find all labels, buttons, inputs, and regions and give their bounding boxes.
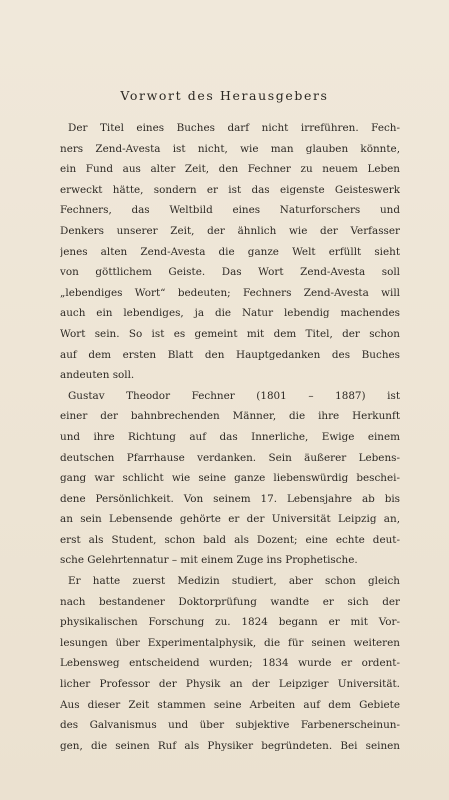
page-heading: Vorwort des Herausgebers xyxy=(120,88,329,103)
text-line: Er hatte zuerst Medizin studiert, aber schon gleich xyxy=(68,575,400,588)
text-line: lesungen über Experimentalphysik, die für seinen weiteren xyxy=(60,636,400,649)
text-line: Aus dieser Zeit stammen seine Arbeiten auf dem Gebiete xyxy=(60,698,400,711)
page-body-text xyxy=(60,118,400,756)
text-line: erst als Student, schon bald als Dozent; eine echte deut- xyxy=(60,533,400,546)
text-line: auf dem ersten Blatt den Hauptgedanken des Buches xyxy=(60,348,400,361)
text-line: und ihre Richtung auf das Innerliche, Ewige einem xyxy=(60,430,400,443)
text-line: sche Gelehrtennatur – mit einem Zuge ins Prophetische. xyxy=(60,554,358,567)
text-line: „lebendiges Wort“ bedeuten; Fechners Zend-Avesta will xyxy=(60,286,400,299)
text-line: gang war schlicht wie seine ganze liebenswürdig beschei- xyxy=(60,472,400,485)
text-line: auch ein lebendiges, ja die Natur lebendig machendes xyxy=(60,307,400,320)
text-line: ners Zend-Avesta ist nicht, wie man glauben könnte, xyxy=(60,142,400,155)
text-line: Gustav Theodor Fechner (1801 – 1887) ist xyxy=(68,389,400,402)
text-line: licher Professor der Physik an der Leipziger Universität. xyxy=(60,678,400,691)
text-line: des Galvanismus und über subjektive Farbenerscheinun- xyxy=(60,719,400,732)
text-line: Lebensweg entscheidend wurden; 1834 wurde er ordent- xyxy=(60,657,400,670)
text-line: dene Persönlichkeit. Von seinem 17. Lebensjahre ab bis xyxy=(60,492,400,505)
text-line: ein Fund aus alter Zeit, den Fechner zu neuem Leben xyxy=(60,163,400,176)
text-line: jenes alten Zend-Avesta die ganze Welt erfüllt sieht xyxy=(60,245,400,258)
text-line: Denkers unserer Zeit, der ähnlich wie der Verfasser xyxy=(60,224,400,237)
text-line: erweckt hätte, sondern er ist das eigenste Geisteswerk xyxy=(60,183,400,196)
text-line: physikalischen Forschung zu. 1824 begann er mit Vor- xyxy=(60,616,400,629)
text-line: Der Titel eines Buches darf nicht irreführen. Fech- xyxy=(68,122,400,134)
text-line: deutschen Pfarrhause verdanken. Sein äußerer Lebens- xyxy=(60,451,400,464)
text-line: nach bestandener Doktorprüfung wandte er sich der xyxy=(60,595,400,608)
text-line: von göttlichem Geiste. Das Wort Zend-Avesta soll xyxy=(60,266,400,279)
text-line: an sein Lebensende gehörte er der Universität Leipzig an, xyxy=(60,513,400,526)
text-line: gen, die seinen Ruf als Physiker begründeten. Bei seinen xyxy=(60,739,400,752)
text-line: Fechners, das Weltbild eines Naturforschers und xyxy=(60,204,400,217)
text-line: einer der bahnbrechenden Männer, die ihre Herkunft xyxy=(60,410,400,423)
text-line: andeuten soll. xyxy=(60,369,135,382)
text-line: Wort sein. So ist es gemeint mit dem Titel, der schon xyxy=(60,327,400,340)
